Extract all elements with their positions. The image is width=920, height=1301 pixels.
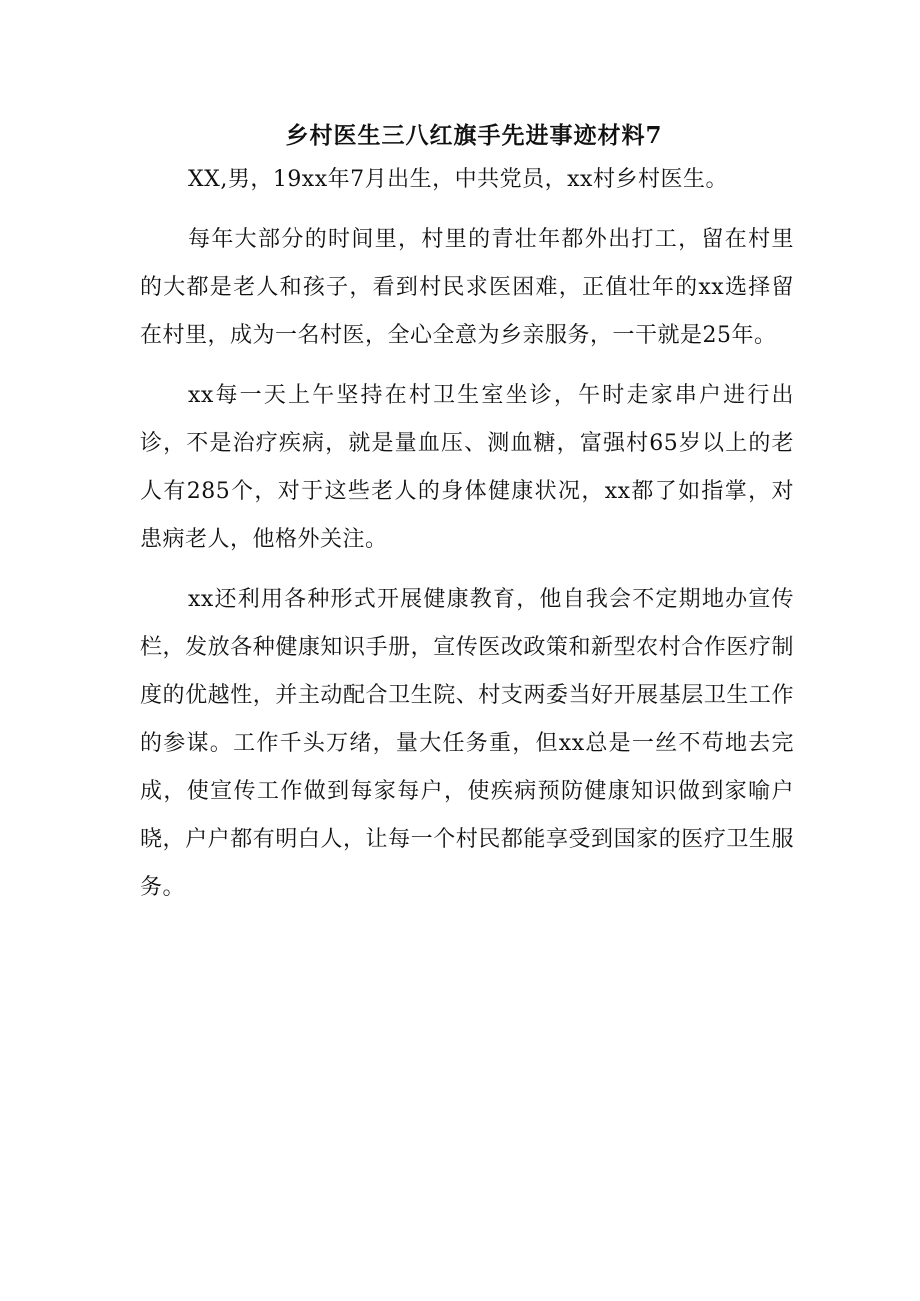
- paragraph-health-education: xx还利用各种形式开展健康教育，他自我会不定期地办宣传栏，发放各种健康知识手册，宣传医改政策和新型农村合作医疗制度的优越性，并主动配合卫生院、村支两委当好开展基层卫生工作的参谋。工作千头万绪，量大任务重，但xx总是一丝不苟地去完成，使宣传工作做到每家每户，使疾病预防健康知识做到家喻户晓，户户都有明白人，让每一个村民都能享受到国家的医疗卫生服务。: [140, 587, 794, 900]
- paragraph-intro: XX,男，19xx年7月出生，中共党员，xx村乡村医生。: [188, 167, 728, 192]
- paragraph-daily-work: xx每一天上午坚持在村卫生室坐诊，午时走家串户进行出诊，不是治疗疾病，就是量血压、测血糖，富强村65岁以上的老人有285个，对于这些老人的身体健康状况，xx都了如指掌，对患病老人，他格外关注。: [140, 383, 794, 552]
- paragraph-background: 每年大部分的时间里，村里的青壮年都外出打工，留在村里的大都是老人和孩子，看到村民求医困难，正值壮年的xx选择留在村里，成为一名村医，全心全意为乡亲服务，一干就是25年。: [140, 227, 794, 348]
- document-title: 乡村医生三八红旗手先进事迹材料7: [285, 122, 663, 149]
